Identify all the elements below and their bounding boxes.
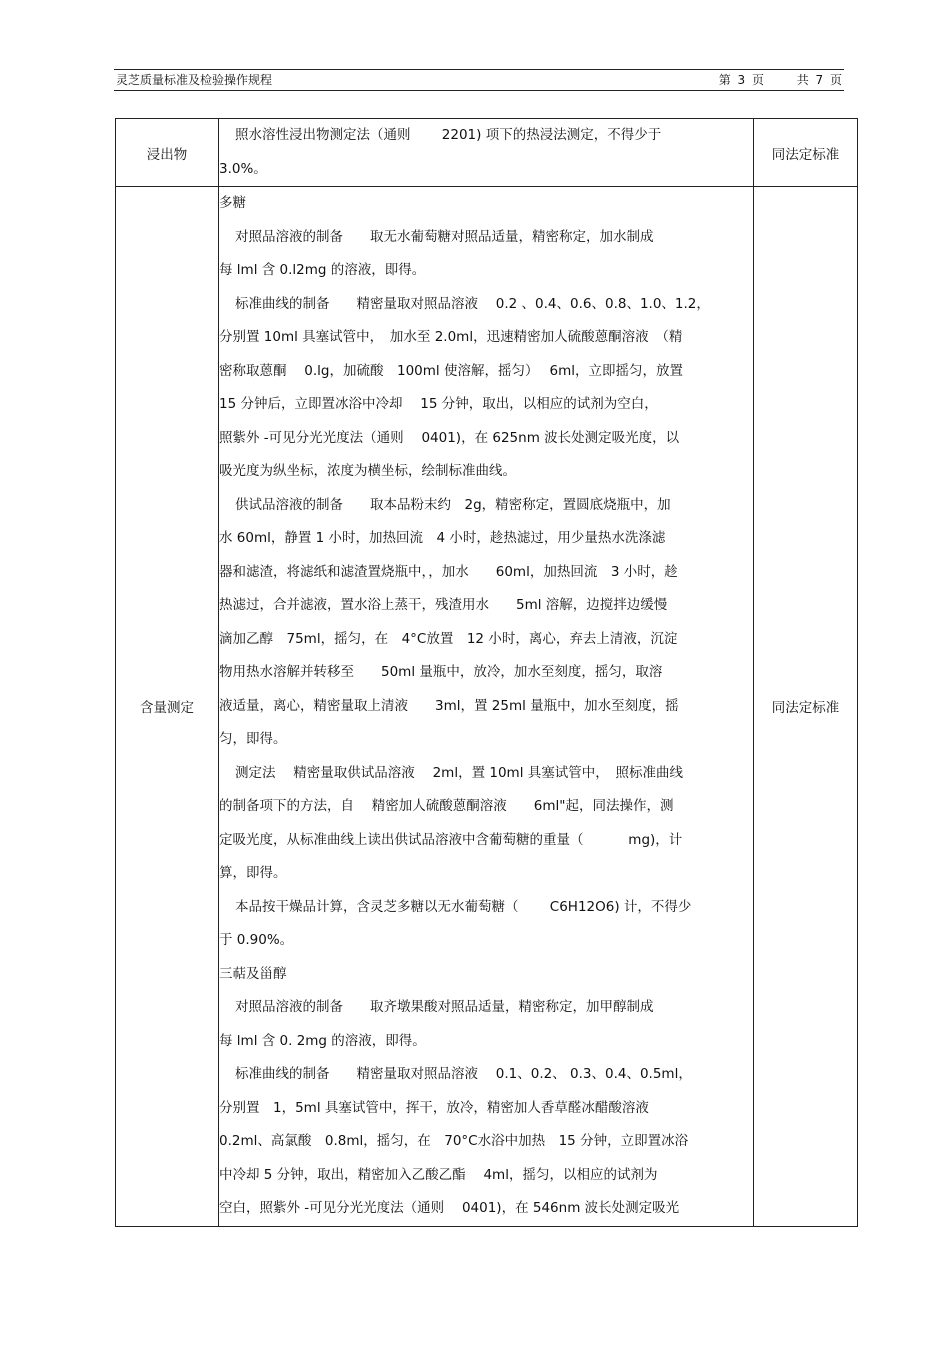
content-line: 中冷却 5 分钟，取出，精密加入乙酸乙酯 4ml，摇匀，以相应的试剂为 <box>219 1166 658 1183</box>
item-name-cell: 浸出物 <box>116 119 219 187</box>
content-line: 照紫外 -可见分光光度法（通则 0401)，在 625nm 波长处测定吸光度，以 <box>219 429 680 446</box>
content-cell <box>219 187 754 1227</box>
content-line: 三萜及甾醇 <box>219 965 287 982</box>
content-cell <box>219 119 754 187</box>
method-cell: 同法定标准 <box>754 187 858 1227</box>
content-line: 于 0.90%。 <box>219 932 294 948</box>
page-number: 第 3 页 <box>718 73 764 87</box>
content-line: 物用热水溶解并转移至 50ml 量瓶中，放冷，加水至刻度，摇匀，取溶 <box>219 664 663 680</box>
spec-table <box>115 118 858 1227</box>
content-line: 空白，照紫外 -可见分光光度法（通则 0401)，在 546nm 波长处测定吸光 <box>219 1200 680 1216</box>
method-cell: 同法定标准 <box>754 119 858 187</box>
content-line: 供试品溶液的制备 取本品粉末约 2g，精密称定，置圆底烧瓶中，加 <box>235 496 671 513</box>
content-line: 每 lml 含 0.l2mg 的溶液，即得。 <box>219 262 426 278</box>
content-line: 照水溶性浸出物测定法（通则 2201) 项下的热浸法测定，不得少于 <box>235 127 662 143</box>
content-line: 算，即得。 <box>219 865 287 881</box>
content-line: 吸光度为纵坐标，浓度为横坐标，绘制标准曲线。 <box>219 463 516 479</box>
content-line: 0.2ml、高氯酸 0.8ml，摇匀，在 70°C水浴中加热 15 分钟，立即置冰浴 <box>219 1133 689 1149</box>
document-title: 灵芝质量标准及检验操作规程 <box>116 73 273 87</box>
content-line: 标准曲线的制备 精密量取对照品溶液 0.1、0.2、 0.3、0.4、0.5ml， <box>235 1066 692 1082</box>
item-name-cell: 含量测定 <box>116 187 219 1227</box>
content-line: 器和滤渣，将滤纸和滤渣置烧瓶中，，加水 60ml，加热回流 3 小时，趁 <box>219 563 678 580</box>
content-line: 每 lml 含 0. 2mg 的溶液，即得。 <box>219 1032 426 1049</box>
page-header <box>114 69 844 91</box>
content-line: 水 60ml，静置 1 小时，加热回流 4 小时，趁热滤过，用少量热水洗涤滤 <box>219 530 666 546</box>
content-line: 密称取蒽酮 0.lg，加硫酸 100ml 使溶解，摇匀） 6ml，立即摇匀，放置 <box>219 362 683 379</box>
content-line: 多糖 <box>219 195 246 211</box>
content-line: 标准曲线的制备 精密量取对照品溶液 0.2 、0.4、0.6、0.8、1.0、1.2， <box>235 295 710 312</box>
content-line: 分别置 10ml 具塞试管中， 加水至 2.0ml，迅速精密加人硫酸蒽酮溶液 （精 <box>219 329 683 345</box>
content-line: 测定法 精密量取供试品溶液 2ml，置 10ml 具塞试管中， 照标准曲线 <box>235 764 683 781</box>
content-line: 对照品溶液的制备 取无水葡萄糖对照品适量，精密称定，加水制成 <box>235 228 654 245</box>
content-line: 3.0%。 <box>219 160 267 177</box>
content-line: 匀，即得。 <box>219 731 287 747</box>
content-line: 定吸光度，从标准曲线上读出供试品溶液中含葡萄糖的重量（ mg)，计 <box>219 831 683 848</box>
content-line: 滴加乙醇 75ml，摇匀，在 4°C放置 12 小时，离心，弃去上清液，沉淀 <box>219 630 678 647</box>
content-line: 15 分钟后，立即置冰浴中冷却 15 分钟，取出，以相应的试剂为空白， <box>219 396 658 412</box>
content-line: 的制备项下的方法，自 精密加人硫酸蒽酮溶液 6ml"起，同法操作，测 <box>219 798 674 814</box>
table-row <box>116 187 858 1227</box>
content-line: 对照品溶液的制备 取齐墩果酸对照品适量，精密称定，加甲醇制成 <box>235 999 654 1015</box>
page-total: 共 7 页 <box>796 73 842 87</box>
content-line: 液适量，离心，精密量取上清液 3ml，置 25ml 量瓶中，加水至刻度，摇 <box>219 697 679 714</box>
content-line: 分别置 1，5ml 具塞试管中，挥干，放冷，精密加人香草醛冰醋酸溶液 <box>219 1099 649 1116</box>
content-line: 本品按干燥品计算，含灵芝多糖以无水葡萄糖（ C6H12O6) 计，不得少 <box>235 898 692 915</box>
content-line: 热滤过，合并滤液，置水浴上蒸干，残渣用水 5ml 溶解，边搅拌边缓慢 <box>219 597 668 613</box>
table-row <box>116 119 858 187</box>
